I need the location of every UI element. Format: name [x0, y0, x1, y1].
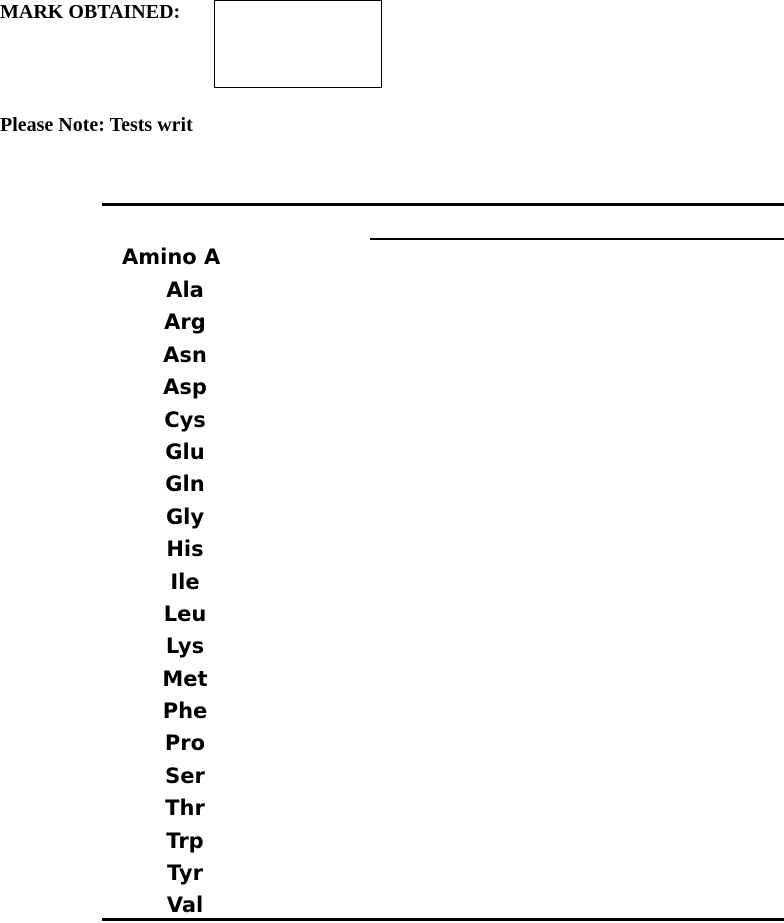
- amino-acid-cell: Ala: [166, 278, 204, 302]
- amino-acid-cell: Ser: [165, 763, 205, 788]
- amino-acid-cell: Ile: [170, 569, 200, 594]
- mark-obtained-label: MARK OBTAINED:: [0, 1, 181, 23]
- amino-acid-cell: Glu: [165, 439, 205, 464]
- amino-acid-cell: Tyr: [167, 861, 203, 886]
- amino-acid-cell: Arg: [164, 310, 206, 335]
- amino-acid-cell: Trp: [166, 828, 204, 853]
- amino-acid-cell: Lys: [165, 634, 205, 659]
- table-header-rule: [370, 238, 784, 240]
- amino-acid-cell: Asp: [163, 375, 207, 400]
- amino-acid-column-header: Amino A: [122, 245, 221, 269]
- table-bottom-rule: [102, 918, 784, 921]
- amino-acid-cell: Val: [166, 893, 204, 918]
- amino-acid-cell: Leu: [163, 601, 207, 626]
- amino-acid-cell: His: [166, 537, 204, 562]
- amino-acid-cell: Gln: [165, 472, 205, 497]
- please-note-text: Please Note: Tests writ: [0, 114, 193, 136]
- table-top-rule: [102, 203, 784, 206]
- amino-acid-cell: Met: [162, 666, 208, 691]
- amino-acid-cell: Asn: [163, 342, 207, 367]
- amino-acid-cell: Thr: [165, 796, 205, 821]
- amino-acid-list: [140, 274, 230, 922]
- amino-acid-cell: Gly: [165, 504, 205, 529]
- amino-acid-cell: Phe: [162, 699, 208, 724]
- amino-acid-cell: Pro: [164, 731, 206, 756]
- amino-acid-cell: Cys: [164, 407, 206, 432]
- mark-obtained-box: [214, 0, 382, 88]
